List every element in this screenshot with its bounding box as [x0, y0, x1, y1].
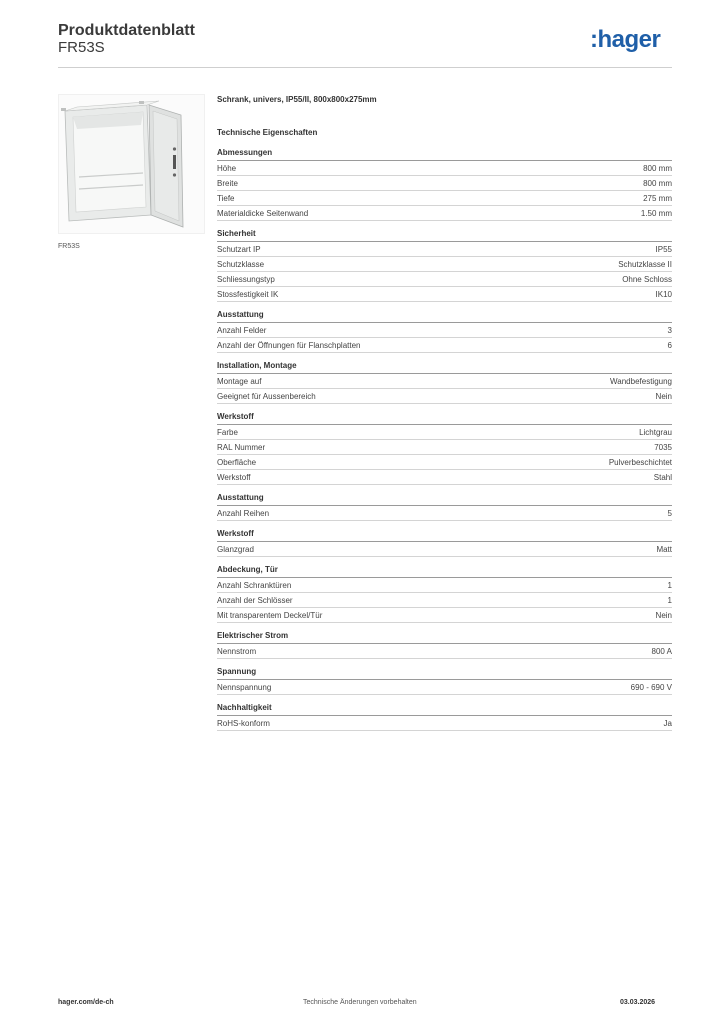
spec-value: 800 A	[651, 646, 672, 656]
spec-value: IP55	[655, 244, 672, 254]
spec-row	[217, 425, 672, 440]
spec-row	[217, 578, 672, 593]
spec-row	[217, 608, 672, 623]
spec-value: 800 mm	[643, 163, 672, 173]
spec-panel	[217, 95, 672, 739]
spec-section	[217, 667, 672, 695]
hager-logo: :hager	[590, 26, 661, 53]
spec-row	[217, 191, 672, 206]
spec-section	[217, 361, 672, 404]
spec-label: Schutzart IP	[217, 244, 261, 254]
section-title: Werkstoff	[217, 529, 672, 542]
spec-label: Nennspannung	[217, 682, 272, 692]
spec-row	[217, 506, 672, 521]
spec-value: Schutzklasse II	[618, 259, 672, 269]
spec-value: 1.50 mm	[640, 208, 672, 218]
image-caption: FR53S	[58, 243, 80, 250]
spec-value: Ja	[663, 718, 672, 728]
spec-section	[217, 310, 672, 353]
spec-section	[217, 703, 672, 731]
spec-row	[217, 389, 672, 404]
spec-value: 1	[667, 580, 672, 590]
spec-row	[217, 206, 672, 221]
section-title: Sicherheit	[217, 229, 672, 242]
spec-label: Geeignet für Aussenbereich	[217, 391, 316, 401]
spec-value: IK10	[655, 289, 672, 299]
spec-section	[217, 529, 672, 557]
spec-section	[217, 148, 672, 221]
spec-label: Materialdicke Seitenwand	[217, 208, 309, 218]
footer-disclaimer: Technische Änderungen vorbehalten	[303, 999, 417, 1006]
spec-row	[217, 338, 672, 353]
spec-label: RAL Nummer	[217, 442, 266, 452]
header-divider	[58, 67, 672, 68]
section-title: Ausstattung	[217, 493, 672, 506]
spec-section	[217, 412, 672, 485]
spec-value: Matt	[656, 544, 672, 554]
spec-row	[217, 272, 672, 287]
spec-label: Höhe	[217, 163, 237, 173]
spec-row	[217, 542, 672, 557]
spec-label: RoHS-konform	[217, 718, 270, 728]
spec-value: Ohne Schloss	[622, 274, 672, 284]
spec-label: Oberfläche	[217, 457, 257, 467]
spec-row	[217, 455, 672, 470]
spec-value: 690 - 690 V	[630, 682, 672, 692]
spec-label: Glanzgrad	[217, 544, 254, 554]
product-code: FR53S	[58, 39, 105, 56]
section-title: Werkstoff	[217, 412, 672, 425]
spec-value: Nein	[655, 610, 672, 620]
section-title: Nachhaltigkeit	[217, 703, 672, 716]
spec-value: 3	[667, 325, 672, 335]
spec-row	[217, 176, 672, 191]
spec-label: Mit transparentem Deckel/Tür	[217, 610, 323, 620]
product-image	[58, 94, 205, 234]
section-title: Installation, Montage	[217, 361, 672, 374]
spec-label: Tiefe	[217, 193, 235, 203]
spec-section	[217, 631, 672, 659]
technical-properties-heading: Technische Eigenschaften	[217, 128, 318, 137]
spec-label: Anzahl der Schlösser	[217, 595, 293, 605]
spec-label: Stossfestigkeit IK	[217, 289, 279, 299]
spec-label: Anzahl Reihen	[217, 508, 270, 518]
footer-date: 03.03.2026	[620, 999, 656, 1006]
section-title: Elektrischer Strom	[217, 631, 672, 644]
spec-value: Nein	[655, 391, 672, 401]
page-title: Produktdatenblatt	[58, 22, 195, 39]
spec-label: Nennstrom	[217, 646, 257, 656]
spec-label: Montage auf	[217, 376, 262, 386]
spec-row	[217, 680, 672, 695]
section-title: Ausstattung	[217, 310, 672, 323]
spec-label: Breite	[217, 178, 238, 188]
spec-label: Farbe	[217, 427, 238, 437]
cabinet-illustration	[59, 95, 204, 233]
spec-value: 5	[667, 508, 672, 518]
spec-value: Wandbefestigung	[610, 376, 672, 386]
spec-label: Anzahl der Öffnungen für Flanschplatten	[217, 340, 361, 350]
spec-label: Anzahl Felder	[217, 325, 267, 335]
spec-row	[217, 716, 672, 731]
spec-row	[217, 593, 672, 608]
spec-row	[217, 470, 672, 485]
spec-value: 800 mm	[643, 178, 672, 188]
spec-row	[217, 257, 672, 272]
spec-row	[217, 323, 672, 338]
spec-row	[217, 242, 672, 257]
spec-value: Lichtgrau	[639, 427, 672, 437]
spec-row	[217, 374, 672, 389]
spec-section	[217, 229, 672, 302]
spec-section	[217, 565, 672, 623]
spec-row	[217, 644, 672, 659]
footer-website: hager.com/de-ch	[58, 999, 114, 1006]
section-title: Spannung	[217, 667, 672, 680]
spec-value: Stahl	[653, 472, 672, 482]
section-title: Abmessungen	[217, 148, 672, 161]
spec-section	[217, 493, 672, 521]
spec-value: 1	[667, 595, 672, 605]
spec-value: 6	[667, 340, 672, 350]
product-description: Schrank, univers, IP55/II, 800x800x275mm	[217, 95, 377, 104]
spec-value: Pulverbeschichtet	[608, 457, 672, 467]
spec-label: Schliessungstyp	[217, 274, 275, 284]
section-title: Abdeckung, Tür	[217, 565, 672, 578]
spec-value: 275 mm	[643, 193, 672, 203]
spec-sections	[217, 148, 672, 731]
spec-row	[217, 161, 672, 176]
spec-row	[217, 287, 672, 302]
spec-label: Werkstoff	[217, 472, 251, 482]
spec-label: Schutzklasse	[217, 259, 265, 269]
spec-value: 7035	[654, 442, 672, 452]
spec-label: Anzahl Schranktüren	[217, 580, 292, 590]
spec-row	[217, 440, 672, 455]
